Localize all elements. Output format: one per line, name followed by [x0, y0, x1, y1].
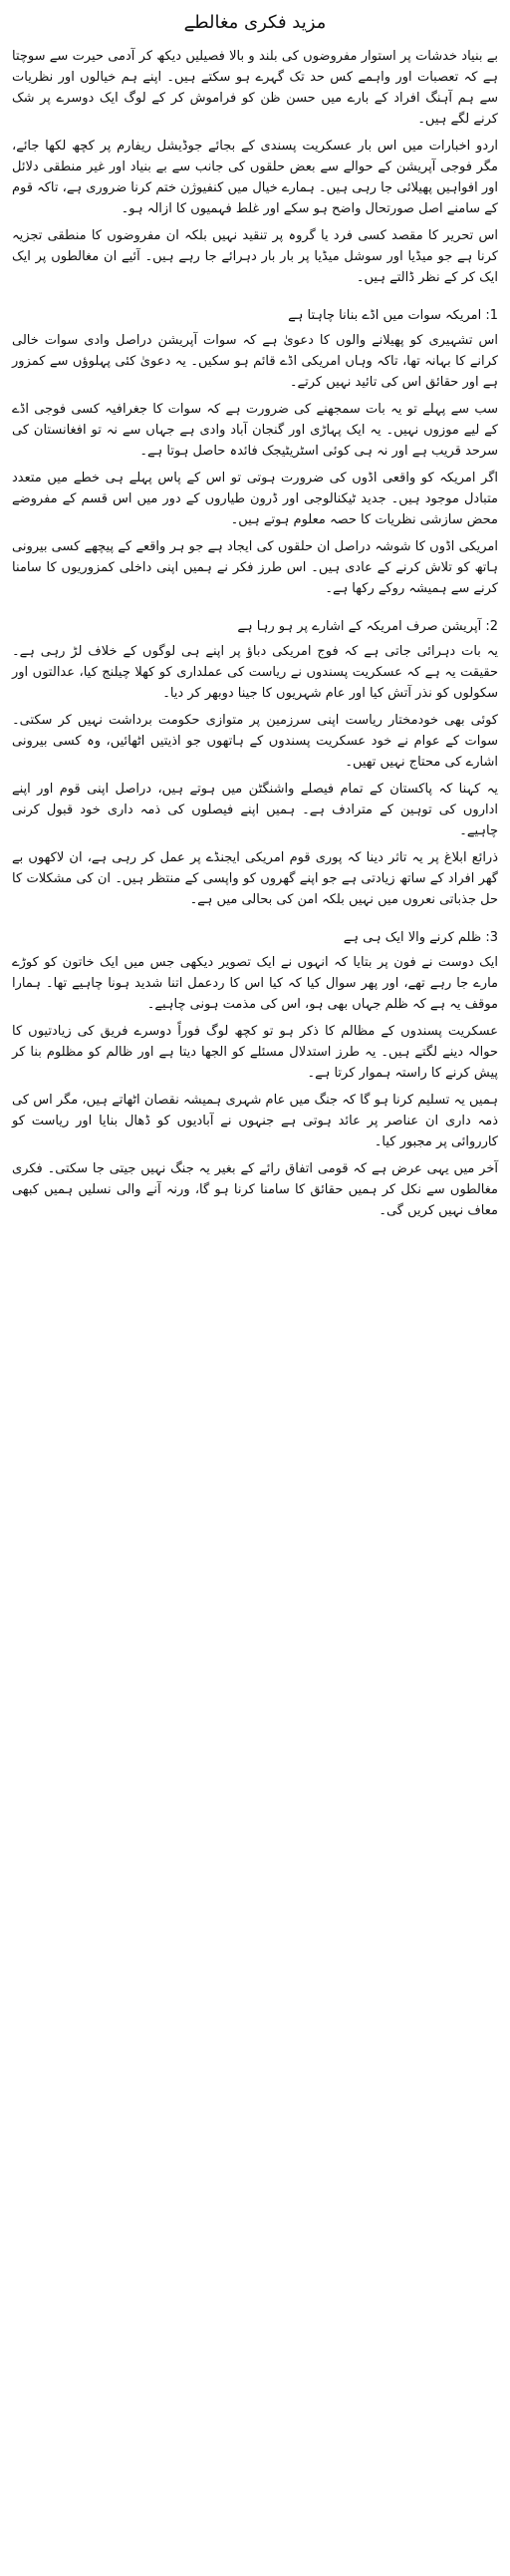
body-paragraph: اس تشہیری کو پھیلانے والوں کا دعویٰ ہے کہ سوات آپریشن دراصل وادی سوات خالی کرانے کا بہانہ تھا، تاکہ وہاں امریکی اڈے قائم ہو سکیں۔ یہ دعویٰ کئی پہلوؤں سے کمزور ہے اور حقائق اس کی تائید نہیں کرتے۔: [12, 333, 498, 390]
article-intro: [12, 46, 498, 288]
body-paragraph: امریکی اڈوں کا شوشہ دراصل ان حلقوں کی ایجاد ہے جو ہر واقعے کے پیچھے کسی بیرونی ہاتھ کو تلاش کرنے کے عادی ہیں۔ اس طرز فکر نے ہمیں اپنی داخلی کمزوریوں کا سامنا کرنے سے ہمیشہ روکے رکھا ہے۔: [12, 539, 498, 596]
article-headline: مزید فکری مغالطے: [183, 12, 327, 33]
section-3: [12, 928, 498, 1221]
section-1: [12, 306, 498, 599]
section-2: [12, 617, 498, 910]
section-heading: 3: ظلم کرنے والا ایک ہی ہے: [343, 930, 498, 945]
intro-paragraph: اردو اخبارات میں اس بار عسکریت پسندی کے بجائے جوڈیشل ریفارم پر کچھ لکھا جائے، مگر فوجی آپریشن کے حوالے سے بعض حلقوں کی جانب سے بے بنیاد اور غیر منطقی دلائل اور افواہیں پھیلائی جا رہی ہیں۔ ہمارے خیال میں کنفیوژن ختم کرنا ضروری ہے، تاکہ قوم کے سامنے اصل صورتحال واضح ہو سکے اور غلط فہمیوں کا ازالہ ہو۔: [12, 139, 498, 216]
body-paragraph: آخر میں یہی عرض ہے کہ قومی اتفاق رائے کے بغیر یہ جنگ نہیں جیتی جا سکتی۔ فکری مغالطوں سے نکل کر ہمیں حقائق کا سامنا کرنا ہو گا، ورنہ آنے والی نسلیں ہمیں کبھی معاف نہیں کریں گی۔: [12, 1161, 498, 1218]
body-paragraph: اگر امریکہ کو واقعی اڈوں کی ضرورت ہوتی تو اس کے پاس پہلے ہی خطے میں متعدد متبادل موجود ہیں۔ جدید ٹیکنالوجی اور ڈرون طیاروں کے دور میں اس قسم کے مفروضے محض سازشی نظریات کا حصہ معلوم ہوتے ہیں۔: [12, 471, 498, 527]
body-paragraph: کوئی بھی خودمختار ریاست اپنی سرزمین پر متوازی حکومت برداشت نہیں کر سکتی۔ سوات کے عوام نے خود عسکریت پسندوں کے ہاتھوں جو اذیتیں اٹھائیں، وہ کسی بیرونی اشارے کی محتاج نہیں تھیں۔: [12, 713, 498, 770]
intro-paragraph: اس تحریر کا مقصد کسی فرد یا گروہ پر تنقید نہیں بلکہ ان مفروضوں کا منطقی تجزیہ کرنا ہے جو میڈیا اور سوشل میڈیا پر بار بار دہرائے جا رہے ہیں۔ آئیے ان مغالطوں پر ایک ایک کر کے نظر ڈالتے ہیں۔: [12, 228, 498, 285]
section-heading: 1: امریکہ سوات میں اڈے بنانا چاہتا ہے: [288, 308, 498, 323]
body-paragraph: عسکریت پسندوں کے مظالم کا ذکر ہو تو کچھ لوگ فوراً دوسرے فریق کی زیادتیوں کا حوالہ دینے لگتے ہیں۔ یہ طرز استدلال مسئلے کو الجھا دیتا ہے اور ظالم کو مظلوم بنا کر پیش کرنے کا راستہ ہموار کرتا ہے۔: [12, 1024, 498, 1081]
body-paragraph: یہ کہنا کہ پاکستان کے تمام فیصلے واشنگٹن میں ہوتے ہیں، دراصل اپنی قوم اور اپنے اداروں کی توہین کے مترادف ہے۔ ہمیں اپنے فیصلوں کی ذمہ داری خود قبول کرنی چاہیے۔: [12, 782, 498, 838]
section-heading: 2: آپریشن صرف امریکہ کے اشارے پر ہو رہا ہے: [237, 619, 498, 634]
body-paragraph: ایک دوست نے فون پر بتایا کہ انہوں نے ایک تصویر دیکھی جس میں ایک خاتون کو کوڑے مارے جا رہے تھے، اور پھر سوال کیا کہ کیا اس کا ردعمل اتنا شدید ہونا چاہیے تھا۔ ہمارا موقف یہ ہے کہ ظلم جہاں بھی ہو، اس کی مذمت ہونی چاہیے۔: [12, 955, 498, 1012]
body-paragraph: یہ بات دہرائی جاتی ہے کہ فوج امریکی دباؤ پر اپنے ہی لوگوں کے خلاف لڑ رہی ہے۔ حقیقت یہ ہے کہ عسکریت پسندوں نے ریاست کی عملداری کو کھلا چیلنج کیا، عدالتوں اور سکولوں کو نذر آتش کیا اور عام شہریوں کا جینا دوبھر کر دیا۔: [12, 644, 498, 701]
body-paragraph: ہمیں یہ تسلیم کرنا ہو گا کہ جنگ میں عام شہری ہمیشہ نقصان اٹھاتے ہیں، مگر اس کی ذمہ داری ان عناصر پر عائد ہوتی ہے جنہوں نے آبادیوں کو ڈھال بنایا اور ریاست کو کارروائی پر مجبور کیا۔: [12, 1093, 498, 1149]
body-paragraph: ذرائع ابلاغ پر یہ تاثر دینا کہ پوری قوم امریکی ایجنڈے پر عمل کر رہی ہے، ان لاکھوں بے گھر افراد کے ساتھ زیادتی ہے جو اپنے گھروں کو واپسی کے منتظر ہیں۔ ان کی مشکلات کا حل جذباتی نعروں میں نہیں بلکہ امن کی بحالی میں ہے۔: [12, 850, 498, 907]
body-paragraph: سب سے پہلے تو یہ بات سمجھنے کی ضرورت ہے کہ سوات کا جغرافیہ کسی فوجی اڈے کے لیے موزوں نہیں۔ یہ ایک پہاڑی اور گنجان آباد وادی ہے جہاں سے نہ تو افغانستان کی سرحد قریب ہے اور نہ ہی کوئی اسٹریٹیجک فائدہ حاصل ہوتا ہے۔: [12, 402, 498, 459]
intro-paragraph: بے بنیاد خدشات پر استوار مفروضوں کی بلند و بالا فصیلیں دیکھ کر آدمی حیرت سے سوچتا ہے کہ تعصبات اور واہمے کس حد تک گہرے ہو سکتے ہیں۔ اپنے ہم خیالوں اور نظریات سے ہم آہنگ افراد کے بارے میں حسن ظن کو فراموش کر کے لوگ ایک دوسرے پر شک کرنے لگے ہیں۔: [12, 49, 498, 127]
